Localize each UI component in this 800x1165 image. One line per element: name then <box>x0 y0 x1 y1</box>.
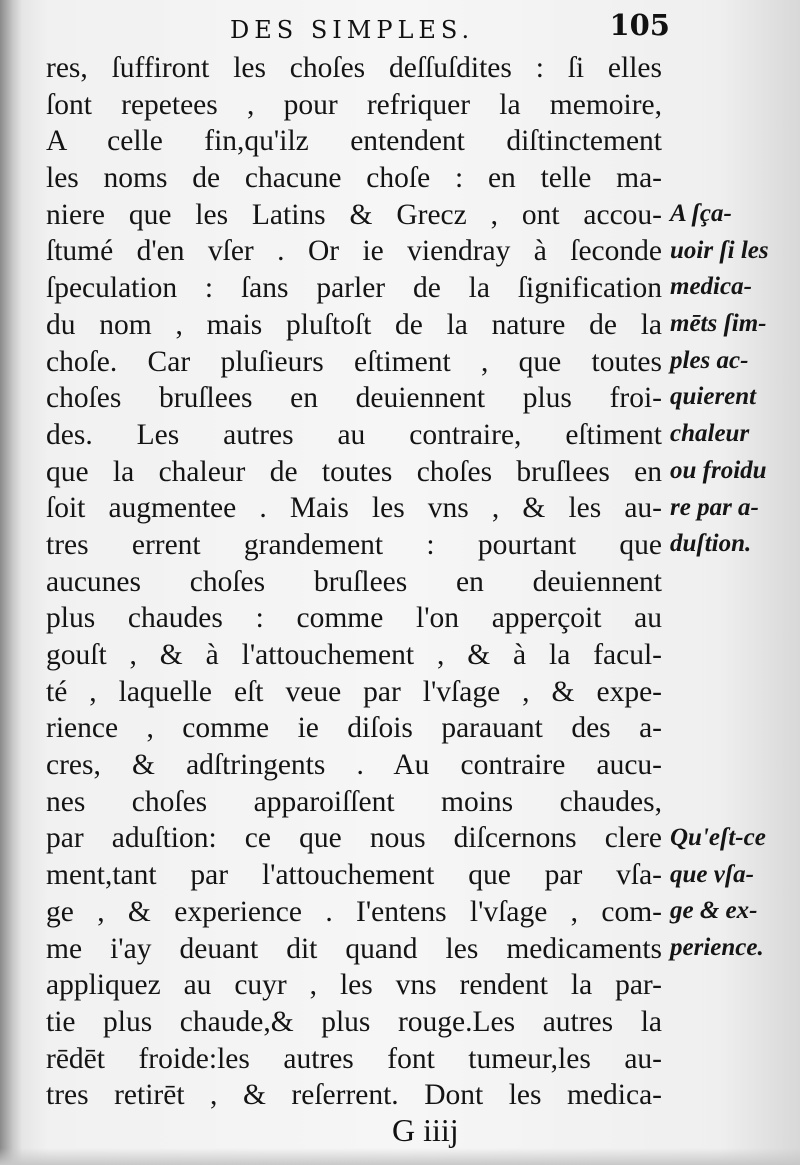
text-line: choſes bruſlees en deuiennent plus froi- <box>46 382 662 415</box>
margin-note-line: ge & ex- <box>670 897 758 925</box>
margin-note-line: uoir ſi les <box>670 236 769 264</box>
main-text-block <box>46 50 662 1114</box>
text-line: par aduſtion: ce que nous diſcernons clere <box>46 822 662 855</box>
text-line: des. Les autres au contraire, eſtiment <box>46 418 662 451</box>
running-title: DES SIMPLES. <box>230 16 475 44</box>
margin-note-line: perience. <box>670 934 764 962</box>
margin-note-line: Qu'eſt-ce <box>670 824 766 851</box>
text-line: que la chaleur de toutes choſes bruſlees en <box>46 455 662 488</box>
text-line: res, ſuffiront les choſes deſſuſdites : ſi elles <box>46 52 662 84</box>
text-line: les noms de chacune choſe : en telle ma- <box>46 162 662 195</box>
margin-note-line: ou froidu <box>670 456 767 484</box>
text-line: té , laquelle eſt veue par l'vſage , & expe- <box>46 675 662 708</box>
margin-note-adustion <box>670 196 769 563</box>
text-line: ment,tant par l'attouchement que par vſa- <box>46 859 662 892</box>
text-line: plus chaudes : comme l'on apperçoit au <box>46 602 662 635</box>
text-line: cres, & adſtringents . Au contraire aucu- <box>46 749 662 782</box>
text-line: tres errent grandement : pourtant que <box>46 528 662 561</box>
text-line: rience , comme ie diſois parauant des a- <box>46 712 662 745</box>
page-bottom-shadow <box>0 1148 800 1165</box>
text-line: gouſt , & à l'attouchement , & à la facul- <box>46 639 662 671</box>
text-line: rēdēt froide:les autres font tumeur,les au- <box>46 1042 662 1075</box>
text-line: ge , & experience . I'entens l'vſage , com- <box>46 895 662 928</box>
text-line: ſpeculation : ſans parler de la ſignification <box>46 272 662 305</box>
text-line: ſtumé d'en vſer . Or ie viendray à ſeconde <box>46 235 662 268</box>
margin-note-line: chaleur <box>670 420 750 448</box>
text-line: appliquez au cuyr , les vns rendent la par- <box>46 969 662 1002</box>
page-gutter-shadow <box>0 0 22 1165</box>
text-line: nes choſes apparoiſſent moins chaudes, <box>46 785 662 818</box>
page-number: 105 <box>609 8 670 42</box>
running-head <box>230 8 670 48</box>
margin-note-experience <box>670 820 766 967</box>
text-line: niere que les Latins & Grecz , ont accou- <box>46 198 662 231</box>
margin-note-line: medica- <box>670 273 752 301</box>
text-line: ſoit augmentee . Mais les vns , & les au- <box>46 492 662 525</box>
text-line: choſe. Car pluſieurs eſtiment , que toutes <box>46 345 662 378</box>
margin-note-line: ples ac- <box>670 346 749 374</box>
text-line: tres retirēt , & reſerrent. Dont les medica- <box>46 1079 662 1112</box>
signature-mark: G iiij <box>392 1112 459 1148</box>
margin-note-line: re par a- <box>670 493 759 521</box>
text-line: me i'ay deuant dit quand les medicaments <box>46 932 662 965</box>
margin-note-line: mēts ſim- <box>670 310 767 338</box>
margin-note-line: quierent <box>670 383 757 411</box>
text-line: tie plus chaude,& plus rouge.Les autres la <box>46 1005 662 1038</box>
text-line: aucunes choſes bruſlees en deuiennent <box>46 565 662 598</box>
margin-note-line: duſtion. <box>670 530 752 558</box>
margin-note-line: A ſça- <box>670 200 732 227</box>
margin-note-line: que vſa- <box>670 860 754 888</box>
text-line: du nom , mais pluſtoſt de la nature de la <box>46 308 662 341</box>
text-line: ſont repetees , pour refriquer la memoire, <box>46 88 662 121</box>
text-line: A celle fin,qu'ilz entendent diſtinctement <box>46 125 662 158</box>
